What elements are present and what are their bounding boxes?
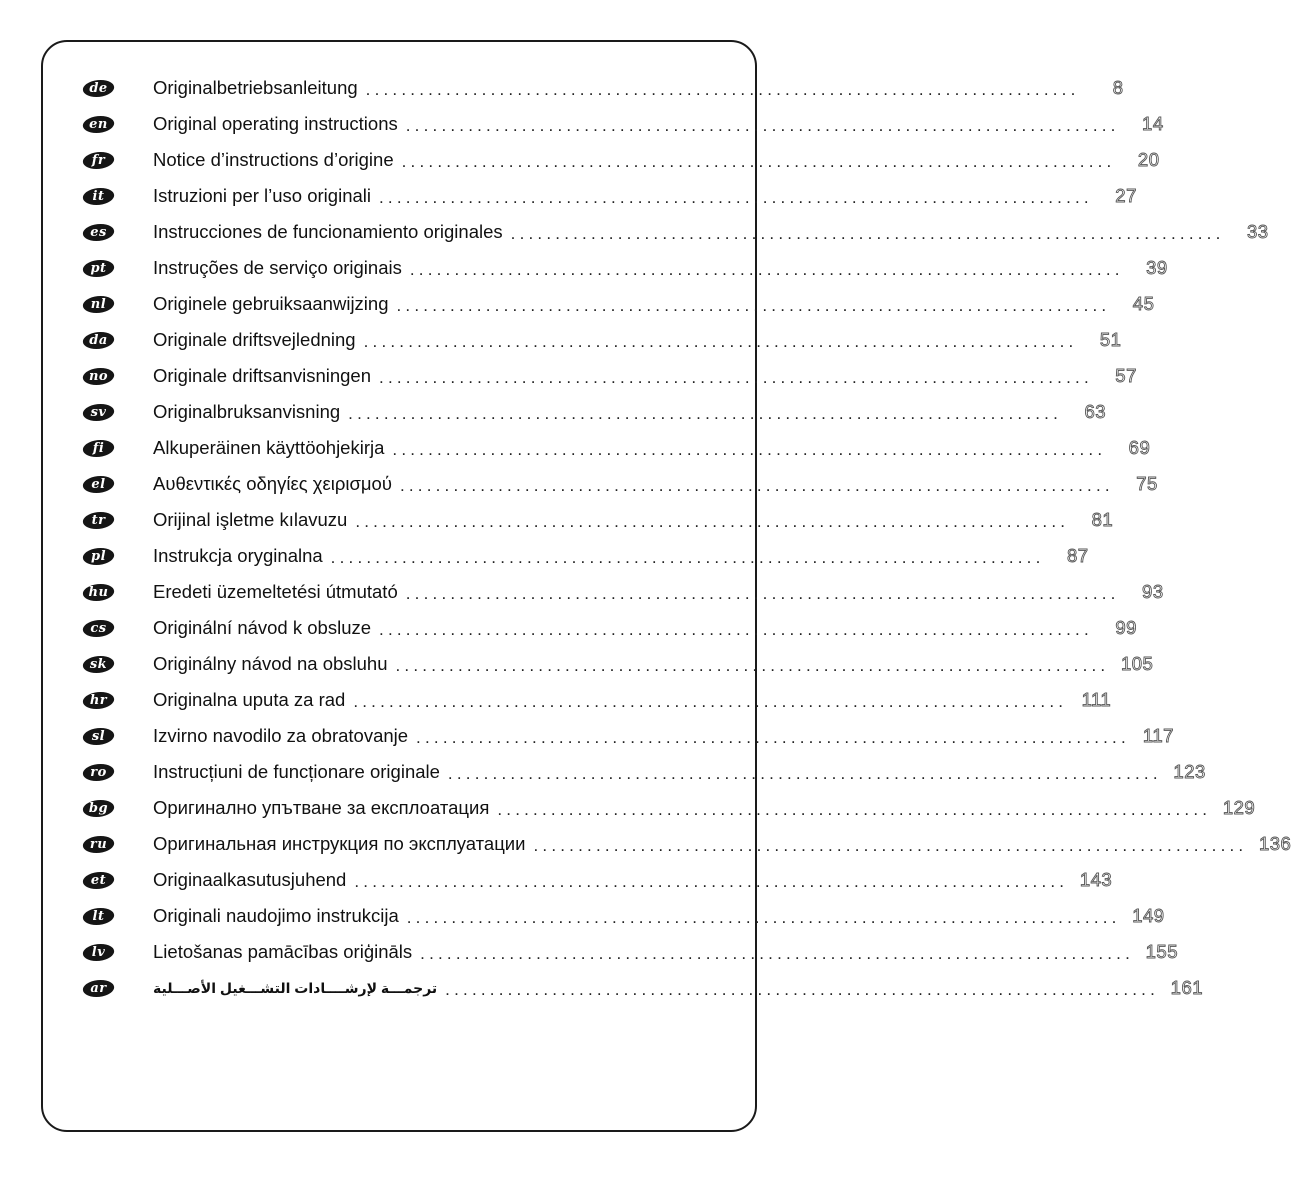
dot-leader: ................................................................................ [396, 295, 1111, 315]
language-badge [80, 294, 117, 315]
toc-entry[interactable] [80, 898, 1165, 934]
toc-entry[interactable] [80, 358, 1137, 394]
entry-title: Originali naudojimo instrukcija [153, 905, 399, 926]
toc-entry[interactable] [80, 394, 1107, 430]
dot-leader: ................................................................................ [447, 763, 1162, 783]
language-code: sv [90, 404, 107, 420]
dot-leader: ................................................................................ [330, 547, 1045, 567]
toc-entry[interactable] [80, 286, 1155, 322]
page-number: 111 [1081, 689, 1112, 710]
dot-leader: ................................................................................ [392, 439, 1107, 459]
dot-leader: ................................................................................ [406, 907, 1121, 927]
language-badge [80, 258, 117, 279]
toc-entry[interactable] [80, 502, 1114, 538]
page-number: 81 [1091, 509, 1114, 530]
language-code: fr [91, 152, 106, 168]
dot-leader: ................................................................................ [497, 799, 1212, 819]
dot-leader: ................................................................................ [409, 259, 1124, 279]
language-code: no [88, 368, 109, 384]
page-number: 87 [1066, 545, 1089, 566]
page-number: 14 [1142, 113, 1164, 134]
dot-leader: ................................................................................ [401, 151, 1116, 171]
page-number: 93 [1142, 581, 1164, 602]
dot-leader: ................................................................................ [379, 619, 1093, 639]
entry-title: Original operating instructions [153, 113, 398, 134]
dot-leader: ................................................................................ [420, 943, 1135, 963]
dot-leader: ................................................................................ [405, 115, 1120, 135]
language-badge [80, 402, 117, 423]
dot-leader: ................................................................................ [445, 979, 1160, 999]
toc-entry[interactable] [80, 142, 1160, 178]
entry-title: Αυθεντικές οδηγίες χειρισμού [153, 473, 392, 494]
dot-leader: ................................................................................ [365, 79, 1080, 99]
language-code: nl [90, 296, 107, 312]
page-number: 69 [1128, 437, 1151, 458]
toc-entry[interactable] [80, 178, 1137, 214]
language-code: cs [90, 620, 107, 636]
entry-title: Originalna uputa za rad [153, 689, 346, 710]
toc-entry[interactable] [80, 466, 1158, 502]
dot-leader: ................................................................................ [510, 223, 1225, 243]
dot-leader: ................................................................................ [379, 187, 1093, 207]
language-code: sl [91, 728, 106, 744]
page-number: 99 [1115, 617, 1137, 638]
page-number: 75 [1136, 473, 1158, 494]
language-badge [80, 510, 117, 531]
table-of-contents [80, 70, 1291, 1006]
toc-entry[interactable] [80, 862, 1113, 898]
language-code: fi [92, 440, 105, 456]
entry-title: Originale driftsvejledning [153, 329, 356, 350]
entry-title: Originele gebruiksaanwijzing [153, 293, 389, 314]
language-code: bg [88, 800, 109, 816]
entry-title: Originální návod k obsluze [153, 617, 372, 638]
language-code: lv [91, 944, 106, 960]
language-code: it [92, 188, 105, 204]
entry-title: Originalbetriebsanleitung [153, 77, 358, 98]
language-code: hu [88, 584, 109, 600]
page-number: 149 [1132, 905, 1165, 926]
dot-leader: ................................................................................ [354, 871, 1069, 891]
toc-entry[interactable] [80, 646, 1154, 682]
language-code: en [89, 116, 108, 132]
dot-leader: ................................................................................ [348, 403, 1063, 423]
page-number: 8 [1112, 77, 1124, 98]
language-code: es [90, 224, 107, 240]
entry-title: ترجمـــة لإرشــــادات التشـــغيل الأصـــلية [153, 979, 438, 996]
language-code: ro [90, 764, 107, 780]
page-number: 27 [1115, 185, 1137, 206]
toc-entry[interactable] [80, 610, 1137, 646]
toc-entry[interactable] [80, 970, 1204, 1006]
language-code: sk [89, 656, 108, 672]
entry-title: Originale driftsanvisningen [153, 365, 372, 386]
language-badge [80, 798, 117, 819]
toc-entry[interactable] [80, 214, 1269, 250]
dot-leader: ................................................................................ [363, 331, 1078, 351]
language-badge [80, 834, 117, 855]
entry-title: Оригинальная инструкция по эксплуатации [153, 833, 526, 854]
language-badge [80, 222, 117, 243]
entry-title: Eredeti üzemeltetési útmutató [153, 581, 398, 602]
language-badge [80, 870, 117, 891]
language-code: lt [92, 908, 105, 924]
page-number: 136 [1258, 833, 1291, 854]
language-code: de [89, 80, 108, 96]
page-number: 39 [1146, 257, 1168, 278]
language-code: pl [90, 548, 107, 564]
language-badge [80, 762, 117, 783]
language-badge [80, 546, 117, 567]
toc-entry[interactable] [80, 106, 1164, 142]
dot-leader: ................................................................................ [399, 475, 1114, 495]
toc-entry[interactable] [80, 826, 1291, 862]
page-number: 117 [1142, 725, 1174, 746]
page-number: 45 [1132, 293, 1155, 314]
toc-entry[interactable] [80, 934, 1179, 970]
toc-entry[interactable] [80, 430, 1151, 466]
toc-entry[interactable] [80, 70, 1124, 106]
toc-entry[interactable] [80, 574, 1164, 610]
page-number: 161 [1170, 977, 1204, 998]
entry-title: Instruções de serviço originais [153, 257, 402, 278]
language-badge [80, 654, 117, 675]
language-badge [80, 186, 117, 207]
entry-title: Lietošanas pamācības oriģināls [153, 941, 413, 962]
language-badge [80, 114, 117, 135]
language-badge [80, 726, 117, 747]
language-badge [80, 582, 117, 603]
toc-entry[interactable] [80, 718, 1174, 754]
language-badge [80, 690, 117, 711]
language-code: pt [90, 260, 107, 276]
toc-entry[interactable] [80, 322, 1122, 358]
language-code: ar [90, 980, 107, 996]
entry-title: Оригинално упътване за експлоатация [153, 797, 490, 818]
dot-leader: ................................................................................ [533, 835, 1248, 855]
dot-leader: ................................................................................ [416, 727, 1130, 747]
page-number: 143 [1079, 869, 1113, 890]
page-number: 51 [1099, 329, 1122, 350]
page-number: 20 [1137, 149, 1160, 170]
entry-title: Instrukcja oryginalna [153, 545, 323, 566]
language-badge [80, 438, 117, 459]
language-code: da [89, 332, 108, 348]
language-code: tr [91, 512, 106, 528]
page-number: 57 [1115, 365, 1137, 386]
dot-leader: ................................................................................ [353, 691, 1068, 711]
language-code: ru [89, 836, 108, 852]
dot-leader: ................................................................................ [379, 367, 1093, 387]
language-badge [80, 618, 117, 639]
toc-entry[interactable] [80, 790, 1256, 826]
dot-leader: ................................................................................ [395, 655, 1110, 675]
language-badge [80, 330, 117, 351]
page-number: 63 [1084, 401, 1107, 422]
language-badge [80, 942, 117, 963]
entry-title: Orijinal işletme kılavuzu [153, 509, 348, 530]
page-number: 123 [1173, 761, 1206, 782]
language-badge [80, 906, 117, 927]
toc-entry[interactable] [80, 754, 1206, 790]
toc-entry[interactable] [80, 538, 1089, 574]
language-code: et [90, 872, 107, 888]
toc-entry[interactable] [80, 682, 1112, 718]
entry-title: Notice d’instructions d’origine [153, 149, 394, 170]
toc-entry[interactable] [80, 250, 1168, 286]
entry-title: Alkuperäinen käyttöohjekirja [153, 437, 385, 458]
page-number: 155 [1145, 941, 1179, 962]
entry-title: Instrucțiuni de funcționare originale [153, 761, 440, 782]
entry-title: Instrucciones de funcionamiento originales [153, 221, 503, 242]
dot-leader: ................................................................................ [355, 511, 1070, 531]
entry-title: Izvirno navodilo za obratovanje [153, 725, 409, 746]
language-code: el [91, 476, 106, 492]
language-badge [80, 78, 117, 99]
language-badge [80, 978, 117, 999]
page-number: 129 [1222, 797, 1256, 818]
entry-title: Istruzioni per l’uso originali [153, 185, 371, 206]
dot-leader: ................................................................................ [405, 583, 1120, 603]
page-number: 105 [1120, 653, 1154, 674]
language-badge [80, 150, 117, 171]
page-number: 33 [1246, 221, 1269, 242]
entry-title: Originaalkasutusjuhend [153, 869, 347, 890]
entry-title: Originálny návod na obsluhu [153, 653, 388, 674]
language-badge [80, 366, 117, 387]
entry-title: Originalbruksanvisning [153, 401, 341, 422]
language-code: hr [89, 692, 108, 708]
language-badge [80, 474, 117, 495]
